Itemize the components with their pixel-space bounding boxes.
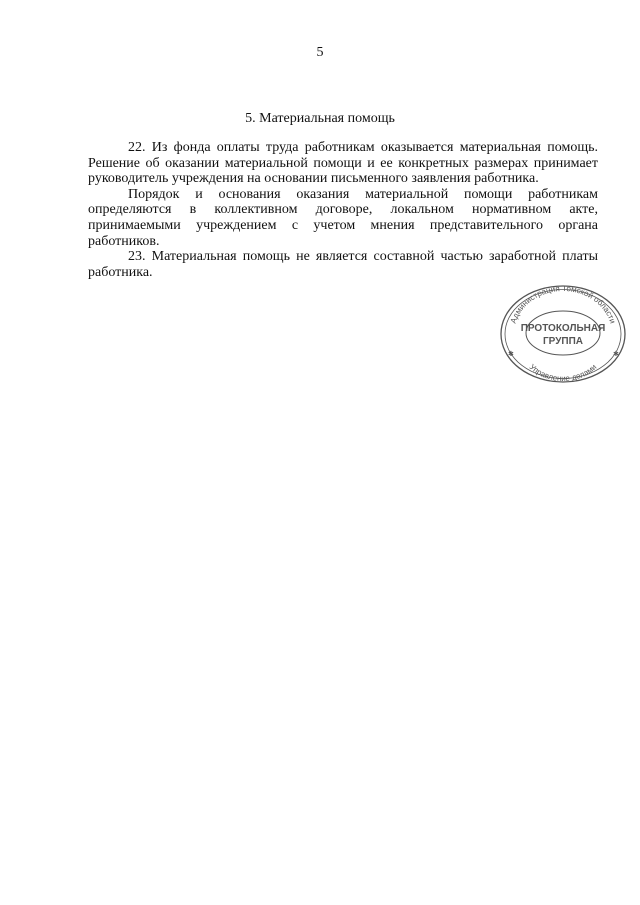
stamp-line1: ПРОТОКОЛЬНАЯ <box>520 323 606 334</box>
stamp-bottom-text: Управление делами <box>527 362 599 384</box>
paragraph: 22. Из фонда оплаты труда работникам оказывается материальная помощь. Решение об оказании материальной помощи и ее конкретных размерах принимает руководитель учреждения на основании письменного заявления работника. <box>88 140 598 187</box>
document-body <box>88 140 598 280</box>
paragraph: Порядок и основания оказания материальной помощи работникам определяются в коллективном договоре, локальном нормативном акте, принимаемыми учреждением с учетом мнения представительного органа работников. <box>88 186 598 249</box>
page-number: 5 <box>316 45 324 60</box>
official-stamp <box>496 282 630 386</box>
paragraph: 23. Материальная помощь не является составной частью заработной платы работника. <box>88 249 598 280</box>
stamp-star-icon: ✱ <box>613 350 619 358</box>
section-title: 5. Материальная помощь <box>245 111 395 126</box>
stamp-line2: ГРУППА <box>542 336 584 347</box>
stamp-star-icon: ✱ <box>508 350 514 358</box>
stamp-top-text: Администрация Томской области <box>508 283 618 325</box>
